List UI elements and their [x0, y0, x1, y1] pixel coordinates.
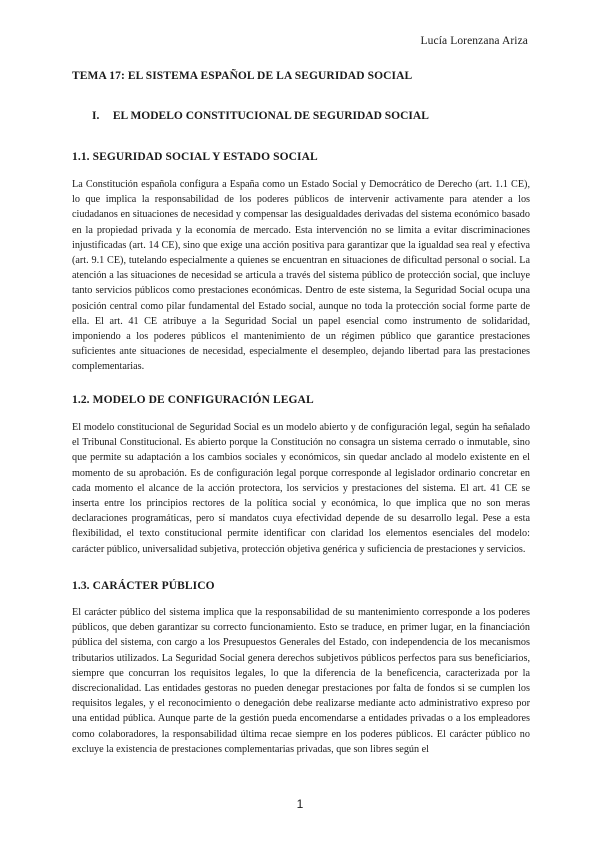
- subsection-heading-1-1: 1.1. SEGURIDAD SOCIAL Y ESTADO SOCIAL: [72, 151, 318, 163]
- paragraph-1-2: El modelo constitucional de Seguridad Social es un modelo abierto y de configuración legal, según ha señalado el Tribunal Constitucional. Es abierto porque la Constitución no consagra un sistema cerrado o inmutable, sino que permite su adaptación a los cambios sociales y económicos, sin quedar anclado al modelo existente en el momento de su aprobación. Es de configuración legal porque corresponde al legislador ordinario concretar en cada momento el alcance de la acción protectora, los servicios y prestaciones del sistema. El art. 41 CE se inserta entre los principios rectores de la política social y económica, lo que implica que no son meras declaraciones programáticas, pero sí mandatos cuya efectividad depende de su desarrollo legal. Pese a esta flexibilidad, el texto constitucional permite identificar con claridad los elementos esenciales del modelo: carácter público, universalidad subjetiva, protección objetiva genérica y suficiencia de prestaciones y servicios.: [72, 422, 530, 555]
- subsection-heading-1-3: 1.3. CARÁCTER PÚBLICO: [72, 580, 215, 592]
- paragraph-1-3: El carácter público del sistema implica que la responsabilidad de su mantenimiento corresponde a los poderes públicos, que deben garantizar su correcto funcionamiento. Esto se traduce, en primer lugar, en la financiación pública del sistema, con cargo a los Presupuestos Generales del Estado, con independencia de los mecanismos tributarios utilizados. La Seguridad Social genera derechos subjetivos públicos perfectos para sus beneficiarios, siempre que concurran los requisitos legales, lo que la diferencia de la beneficencia, caracterizada por la discrecionalidad. Las entidades gestoras no pueden denegar prestaciones por falta de fondos si se cumplen los requisitos legales, y el reconocimiento o denegación debe realizarse mediante acto administrativo expreso por una entidad pública. Aunque parte de la gestión pueda encomendarse a entidades privadas o a los empleadores como colaboradores, la responsabilidad última recae siempre en los poderes públicos. El carácter público no excluye la existencia de prestaciones complementarias privadas, que son libres según el: [72, 607, 530, 755]
- section-number: I.: [92, 110, 100, 122]
- subsection-heading-1-2: 1.2. MODELO DE CONFIGURACIÓN LEGAL: [72, 394, 314, 406]
- paragraph-1-1: La Constitución española configura a España como un Estado Social y Democrático de Derecho (art. 1.1 CE), lo que implica la responsabilidad de los poderes públicos de intervenir activamente para atender a los ciudadanos en situaciones de necesidad y compensar las desigualdades derivadas del sistema económico basado en la propiedad privada y la economía de mercado. Esta intervención no se limita a evitar discriminaciones injustificadas (art. 14 CE), sino que exige una acción positiva para garantizar que la igualdad sea real y efectiva (art. 9.1 CE), tutelando especialmente a quienes se encuentran en situaciones de dificultad personal o social. La atención a las situaciones de necesidad se articula a través del sistema público de protección social, que incluye tanto servicios públicos como prestaciones económicas. Dentro de este sistema, la Seguridad Social ocupa una posición central como pilar fundamental del Estado social, aunque no toda la protección social forme parte de ella. El art. 41 CE atribuye a la Seguridad Social un papel esencial como instrumento de solidaridad, imponiendo a los poderes públicos el mantenimiento de un régimen público que garantice prestaciones suficientes ante situaciones de necesidad, especialmente el desempleo, dejando libertad para las prestaciones complementarias.: [72, 179, 530, 373]
- section-title: EL MODELO CONSTITUCIONAL DE SEGURIDAD SOCIAL: [112, 110, 429, 122]
- author-header: Lucía Lorenzana Ariza: [420, 35, 528, 47]
- page-number: 1: [296, 797, 304, 811]
- section-heading: [92, 110, 532, 122]
- document-title: TEMA 17: EL SISTEMA ESPAÑOL DE LA SEGURIDAD SOCIAL: [72, 70, 413, 82]
